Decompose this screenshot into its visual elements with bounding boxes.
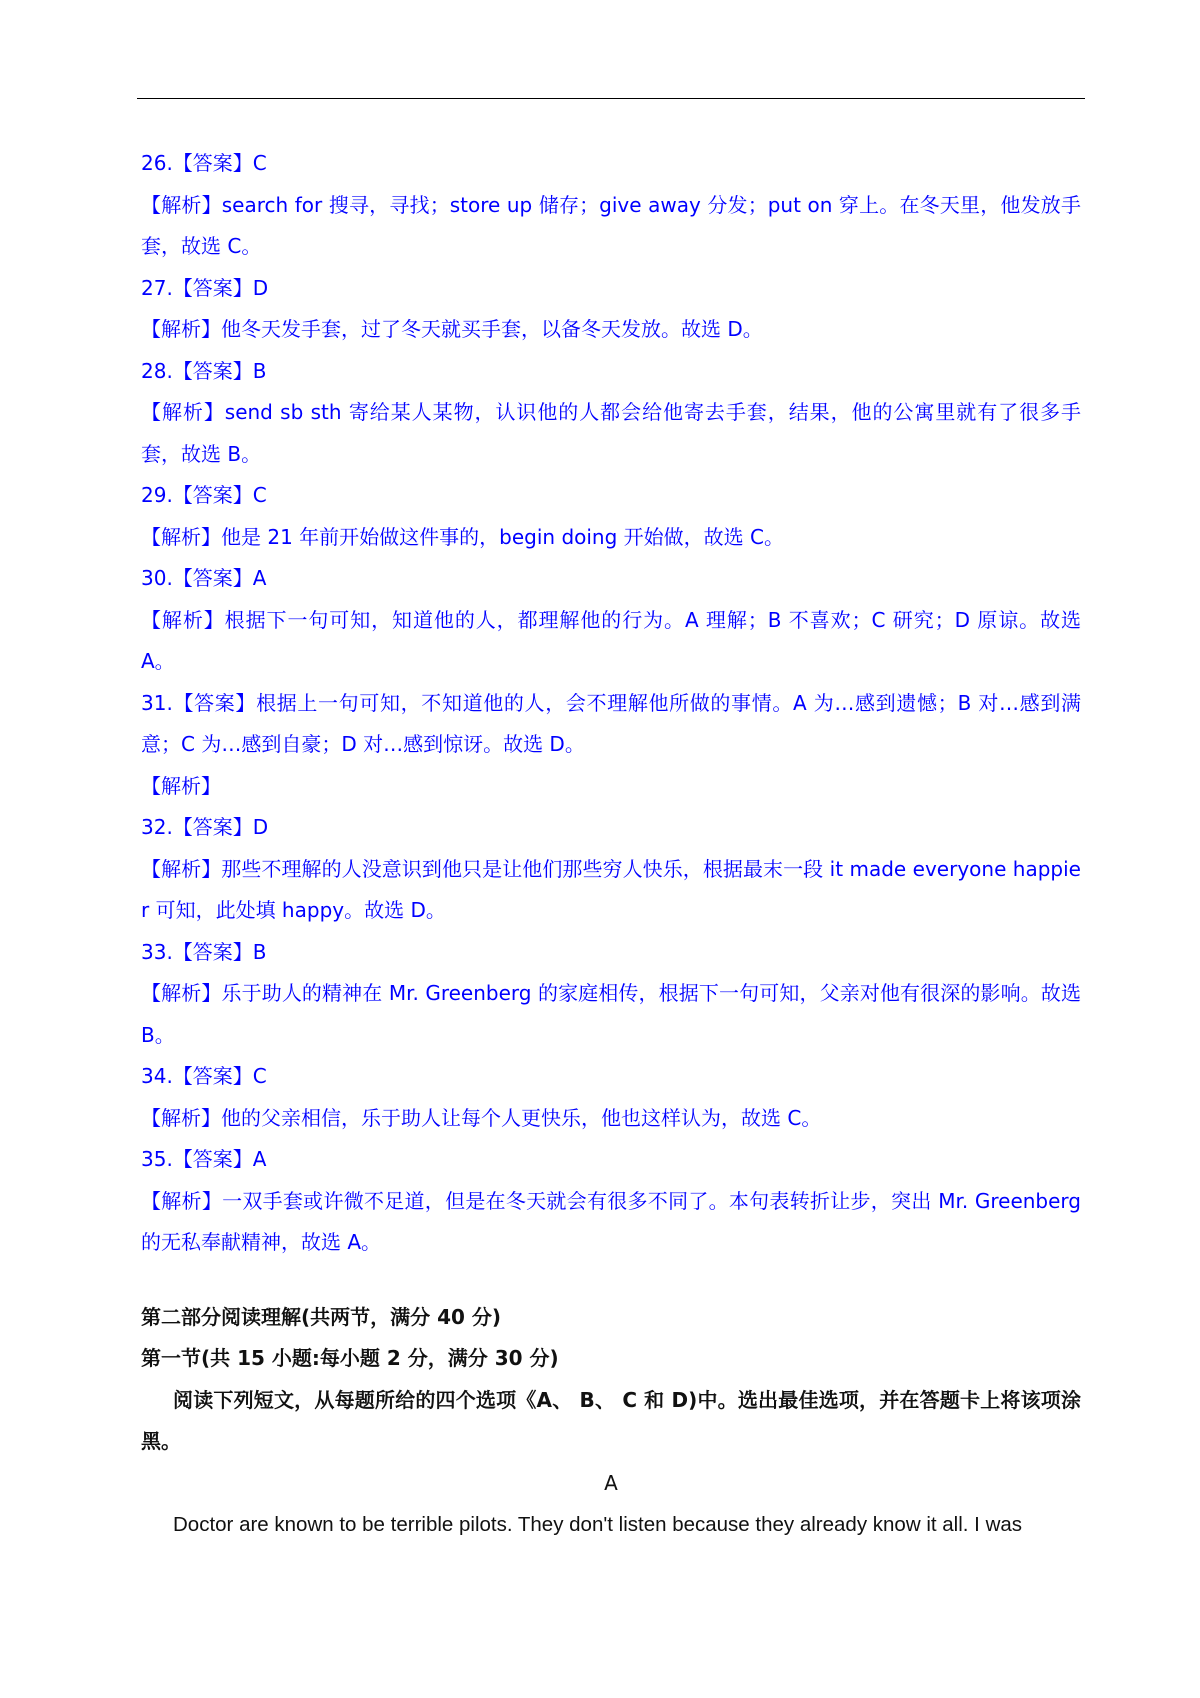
answer-item-26 (141, 143, 1081, 268)
header-rule (137, 98, 1085, 99)
answer-line: 27.【答案】D (141, 275, 269, 300)
answer-line: 29.【答案】C (141, 483, 267, 507)
answer-line: 31.【答案】根据上一句可知，不知道他的人，会不理解他所做的事情。A 为…感到遗憾；B 对…感到满意；C 为…感到自豪；D 对…感到惊讶。故选 D。 (141, 690, 1081, 756)
analysis-text: 【解析】乐于助人的精神在 Mr. Greenberg 的家庭相传，根据下一句可知，父亲对他有很深的影响。故选 B。 (141, 981, 1081, 1047)
answer-line: 35.【答案】A (141, 1147, 267, 1171)
analysis-text: 【解析】他的父亲相信，乐于助人让每个人更快乐，他也这样认为，故选 C。 (141, 1105, 822, 1130)
analysis-text: 【解析】他冬天发手套，过了冬天就买手套，以备冬天发放。故选 D。 (141, 317, 763, 341)
subsection-title: 第一节(共 15 小题:每小题 2 分，满分 30 分) (141, 1346, 559, 1370)
analysis-text: 【解析】那些不理解的人没意识到他只是让他们那些穷人快乐，根据最末一段 it made everyone happier 可知，此处填 happy。故选 D。 (141, 856, 1081, 922)
analysis-text: 【解析】一双手套或许微不足道，但是在冬天就会有很多不同了。本句表转折让步，突出 Mr. Greenberg 的无私奉献精神，故选 A。 (141, 1188, 1081, 1254)
analysis-text: 【解析】他是 21 年前开始做这件事的，begin doing 开始做，故选 C。 (141, 524, 784, 549)
answer-item-30 (141, 558, 1081, 683)
answer-item-27 (141, 268, 1081, 351)
answer-item-31 (141, 683, 1081, 808)
answer-line: 30.【答案】A (141, 566, 267, 590)
answer-item-34 (141, 1056, 1081, 1139)
answer-line: 26.【答案】C (141, 151, 267, 175)
analysis-text: 【解析】根据下一句可知，知道他的人，都理解他的行为。A 理解；B 不喜欢；C 研究；D 原谅。故选 A。 (141, 607, 1081, 673)
answer-line: 28.【答案】B (141, 358, 267, 383)
answer-line: 34.【答案】C (141, 1064, 267, 1088)
passage-text: Doctor are known to be terrible pilots. They don't listen because they already know it all. I was (173, 1513, 1023, 1536)
passage-label: A (604, 1470, 618, 1495)
reading-instruction: 阅读下列短文，从每题所给的四个选项《A、 B、 C 和 D)中。选出最佳选项，并在答题卡上将该项涂黑。 (141, 1387, 1081, 1453)
answer-item-29 (141, 475, 1081, 558)
analysis-text: 【解析】send sb sth 寄给某人某物，认识他的人都会给他寄去手套，结果，他的公寓里就有了很多手套，故选 B。 (141, 400, 1081, 466)
section-gap (141, 1264, 1081, 1297)
document-body (141, 143, 1081, 1546)
answer-line: 33.【答案】B (141, 939, 267, 964)
analysis-text: 【解析】search for 搜寻，寻找；store up 储存；give away 分发；put on 穿上。在冬天里，他发放手套，故选 C。 (141, 192, 1081, 258)
analysis-text: 【解析】 (141, 773, 221, 798)
answer-item-28 (141, 351, 1081, 476)
answer-item-32 (141, 807, 1081, 932)
answer-line: 32.【答案】D (141, 815, 269, 839)
part-title: 第二部分阅读理解(共两节，满分 40 分) (141, 1304, 502, 1329)
answer-item-35 (141, 1139, 1081, 1264)
answer-item-33 (141, 932, 1081, 1057)
